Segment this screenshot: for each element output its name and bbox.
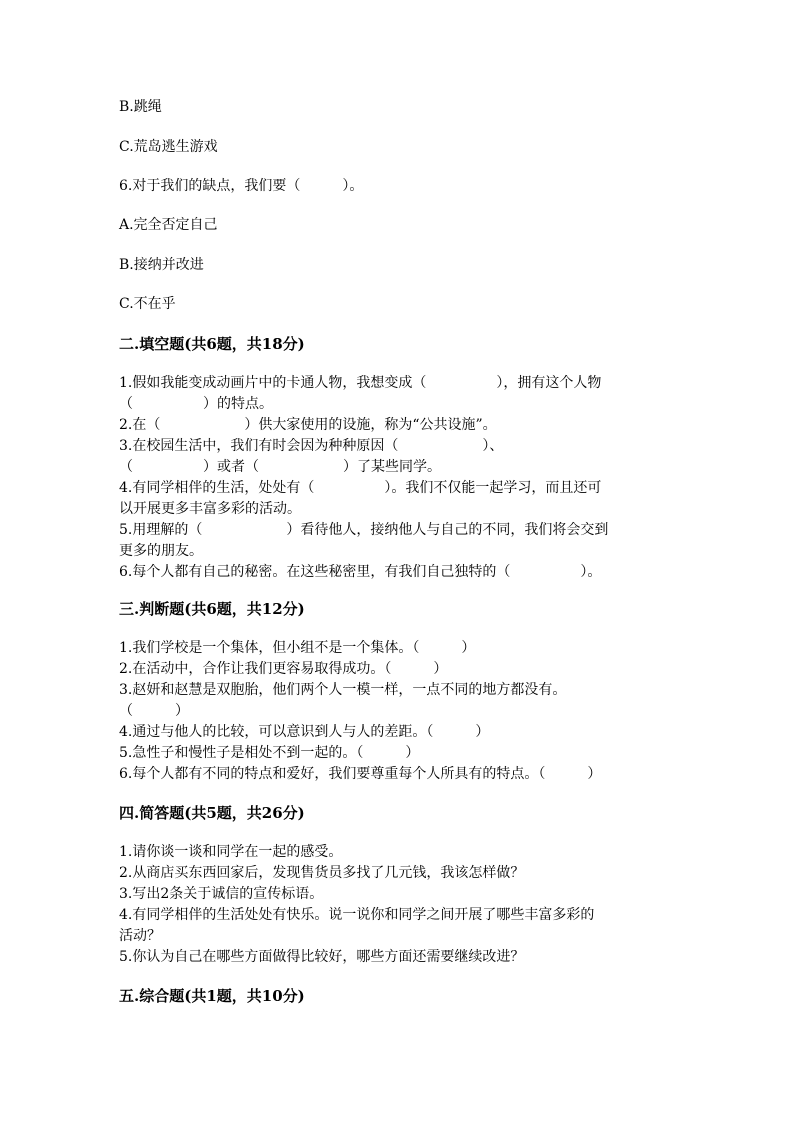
judge-line: 2.在活动中，合作让我们更容易取得成功。（ ） xyxy=(119,661,448,677)
short-answer-line: 4.有同学相伴的生活处处有快乐。说一说你和同学之间开展了哪些丰富多彩的 xyxy=(119,907,595,923)
short-answer-line: 3.写出2条关于诚信的宣传标语。 xyxy=(119,886,324,902)
question-6-option-b: B.接纳并改进 xyxy=(119,257,204,273)
fill-line: 1.假如我能变成动画片中的卡通人物，我想变成（ ），拥有这个人物 xyxy=(119,375,602,391)
question-6-option-a: A.完全否定自己 xyxy=(119,217,218,233)
short-answer-line: 1.请你谈一谈和同学在一起的感受。 xyxy=(119,844,343,860)
fill-line: 更多的朋友。 xyxy=(119,543,203,559)
section-4-title: 四.简答题(共5题，共26分) xyxy=(119,804,305,822)
fill-line: 5.用理解的（ ）看待他人，接纳他人与自己的不同，我们将会交到 xyxy=(119,522,609,538)
section-3-title: 三.判断题(共6题，共12分) xyxy=(119,600,305,618)
fill-line: （ ）的特点。 xyxy=(119,396,273,412)
judge-line: 5.急性子和慢性子是相处不到一起的。（ ） xyxy=(119,745,420,761)
short-answer-line: 2.从商店买东西回家后，发现售货员多找了几元钱，我该怎样做？ xyxy=(119,865,525,881)
fill-line: 以开展更多丰富多彩的活动。 xyxy=(119,501,301,517)
fill-line: 3.在校园生活中，我们有时会因为种种原因（ ）、 xyxy=(119,438,504,454)
fill-line: 4.有同学相伴的生活，处处有（ ）。我们不仅能一起学习，而且还可 xyxy=(119,480,602,496)
option-b-jump-rope: B.跳绳 xyxy=(119,99,162,115)
judge-line: 3.赵妍和赵慧是双胞胎，他们两个人一模一样，一点不同的地方都没有。 xyxy=(119,682,567,698)
question-6: 6.对于我们的缺点，我们要（ ）。 xyxy=(119,178,364,194)
section-2-title: 二.填空题(共6题，共18分) xyxy=(119,335,305,353)
judge-line: （ ） xyxy=(119,703,189,719)
judge-line: 6.每个人都有不同的特点和爱好，我们要尊重每个人所具有的特点。（ ） xyxy=(119,766,602,782)
judge-line: 1.我们学校是一个集体，但小组不是一个集体。（ ） xyxy=(119,640,476,656)
section-5-title: 五.综合题(共1题，共10分) xyxy=(119,987,305,1005)
option-c-island-game: C.荒岛逃生游戏 xyxy=(119,139,218,155)
fill-line: （ ）或者（ ）了某些同学。 xyxy=(119,459,441,475)
short-answer-line: 5.你认为自己在哪些方面做得比较好，哪些方面还需要继续改进？ xyxy=(119,949,525,965)
judge-line: 4.通过与他人的比较，可以意识到人与人的差距。（ ） xyxy=(119,724,490,740)
question-6-option-c: C.不在乎 xyxy=(119,296,176,312)
fill-line: 6.每个人都有自己的秘密。在这些秘密里，有我们自己独特的（ ）。 xyxy=(119,564,602,580)
short-answer-line: 活动？ xyxy=(119,928,161,944)
fill-line: 2.在（ ）供大家使用的设施，称为“公共设施”。 xyxy=(119,417,497,433)
